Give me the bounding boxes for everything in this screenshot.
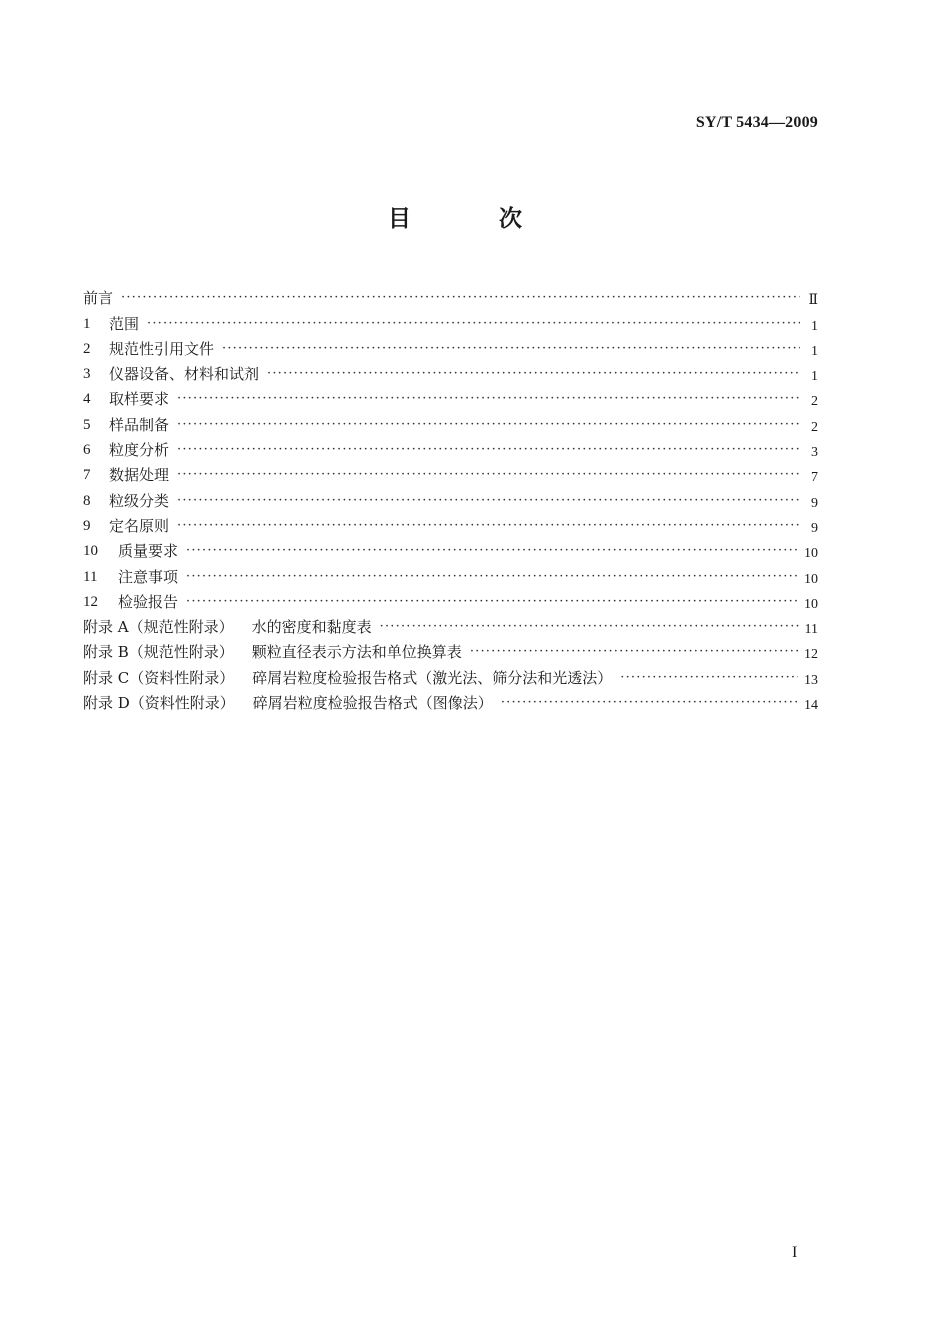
dot-leader — [186, 542, 798, 560]
toc-entry-page: 1 — [811, 369, 818, 385]
dot-leader — [470, 643, 798, 661]
dot-leader — [501, 694, 798, 712]
toc-entry-subtitle: 颗粒直径表示方法和单位换算表 — [251, 643, 462, 662]
toc-entry-number: 6 — [83, 442, 91, 459]
dot-leader — [186, 593, 798, 611]
toc-entry-label: 数据处理 — [109, 466, 170, 485]
toc-entry-label: 检验报告 — [118, 592, 179, 611]
toc-entry-subtitle: 水的密度和黏度表 — [251, 618, 372, 637]
page-number: I — [792, 1244, 798, 1261]
toc-entry-page: 12 — [804, 647, 818, 663]
toc-entry-subtitle: 碎屑岩粒度检验报告格式（激光法、筛分法和光透法） — [252, 668, 613, 687]
dot-leader — [177, 466, 800, 484]
toc-entry-11[interactable] — [83, 560, 818, 585]
toc-entry-label: 取样要求 — [109, 390, 170, 409]
toc-entry-page: 9 — [811, 520, 818, 536]
toc-entry-1[interactable] — [83, 307, 818, 332]
toc-entry-page: 10 — [804, 546, 818, 562]
toc-entry-label: 粒级分类 — [109, 491, 170, 510]
dot-leader — [121, 289, 800, 307]
toc-entry-label: 仪器设备、材料和试剂 — [109, 365, 260, 384]
toc-entry-page: 11 — [804, 622, 818, 638]
toc-entry-label: 样品制备 — [109, 415, 170, 434]
toc-entry-number: 9 — [83, 517, 91, 534]
toc-entry-page: 1 — [811, 318, 818, 334]
dot-leader — [620, 669, 798, 687]
dot-leader — [380, 618, 799, 636]
toc-entry-number: 7 — [83, 467, 91, 484]
toc-entry-appendix-c[interactable] — [83, 661, 818, 686]
toc-entry-label: 附录 A（规范性附录） — [83, 618, 234, 637]
toc-entry-subtitle: 碎屑岩粒度检验报告格式（图像法） — [252, 694, 493, 713]
toc-entry-label: 定名原则 — [109, 516, 170, 535]
dot-leader — [177, 517, 800, 535]
toc-entry-6[interactable] — [83, 434, 818, 459]
toc-entry-number: 4 — [83, 391, 91, 408]
dot-leader — [186, 568, 798, 586]
toc-entry-number: 2 — [83, 340, 91, 357]
toc-entry-page: Ⅱ — [808, 293, 818, 309]
dot-leader — [177, 416, 800, 434]
toc-entry-4[interactable] — [83, 383, 818, 408]
toc-entry-page: 3 — [811, 445, 818, 461]
toc-entry-label: 附录 C（资料性附录） — [83, 668, 235, 687]
toc-entry-label: 范围 — [109, 314, 140, 333]
toc-entry-page: 1 — [811, 343, 818, 359]
toc-entry-page: 7 — [811, 470, 818, 486]
toc-entry-page: 2 — [811, 419, 818, 435]
toc-entry-5[interactable] — [83, 408, 818, 433]
toc-entry-number: 1 — [83, 315, 91, 332]
toc-entry-number: 5 — [83, 416, 91, 433]
dot-leader — [177, 390, 800, 408]
toc-entry-appendix-b[interactable] — [83, 636, 818, 661]
toc-entry-number: 8 — [83, 492, 91, 509]
page-title: 目 次 — [387, 206, 562, 232]
toc-entry-number: 11 — [83, 568, 98, 585]
toc-entry-number: 12 — [83, 593, 98, 610]
toc-entry-foreword[interactable] — [83, 282, 818, 307]
dot-leader — [267, 365, 800, 383]
toc-entry-2[interactable] — [83, 333, 818, 358]
toc-entry-12[interactable] — [83, 586, 818, 611]
table-of-contents — [83, 282, 818, 712]
toc-entry-page: 14 — [804, 698, 818, 714]
toc-entry-number: 3 — [83, 366, 91, 383]
dot-leader — [177, 492, 800, 510]
toc-entry-page: 13 — [804, 672, 818, 688]
toc-entry-10[interactable] — [83, 535, 818, 560]
toc-entry-9[interactable] — [83, 510, 818, 535]
standard-code: SY/T 5434—2009 — [695, 114, 818, 131]
dot-leader — [147, 315, 800, 333]
toc-entry-page: 9 — [811, 495, 818, 511]
toc-entry-page: 10 — [804, 596, 818, 612]
toc-entry-label: 附录 D（资料性附录） — [83, 694, 235, 713]
dot-leader — [177, 441, 800, 459]
toc-entry-label: 附录 B（规范性附录） — [83, 643, 234, 662]
toc-entry-8[interactable] — [83, 484, 818, 509]
toc-entry-7[interactable] — [83, 459, 818, 484]
toc-entry-label: 前言 — [83, 289, 114, 308]
toc-entry-appendix-a[interactable] — [83, 611, 818, 636]
toc-entry-label: 注意事项 — [118, 567, 179, 586]
toc-entry-label: 规范性引用文件 — [109, 339, 215, 358]
toc-entry-page: 10 — [804, 571, 818, 587]
toc-entry-label: 质量要求 — [118, 542, 179, 561]
dot-leader — [222, 340, 800, 358]
toc-entry-page: 2 — [811, 394, 818, 410]
toc-entry-3[interactable] — [83, 358, 818, 383]
toc-entry-appendix-d[interactable] — [83, 687, 818, 712]
toc-entry-label: 粒度分析 — [109, 441, 170, 460]
toc-entry-number: 10 — [83, 543, 98, 560]
